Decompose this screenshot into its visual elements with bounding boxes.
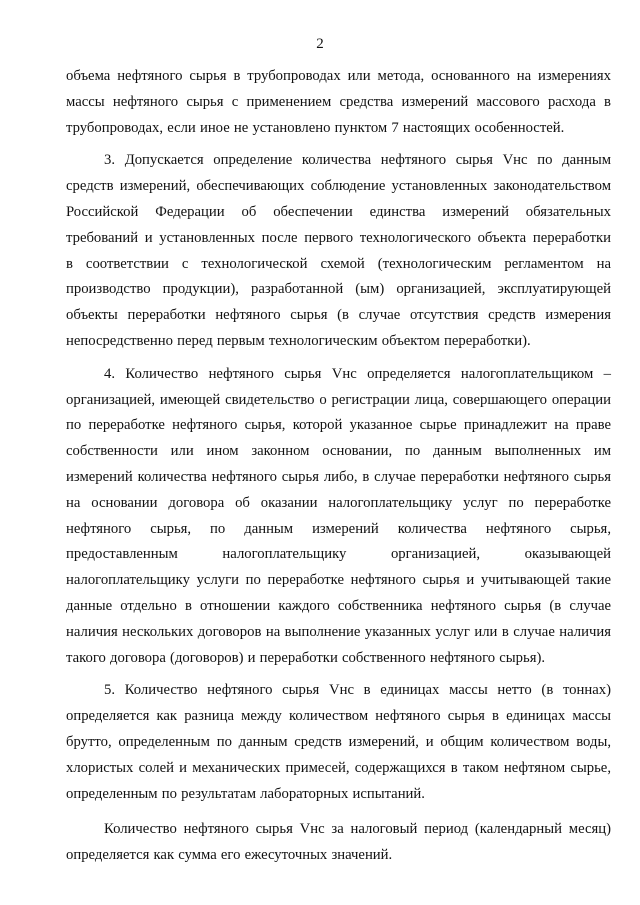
text-line: определенным по результатам лабораторных испытаний. xyxy=(66,785,425,802)
text-line: данные отдельно в отношении каждого собственника нефтяного сырья (в случае xyxy=(66,597,611,614)
paragraph-5 xyxy=(66,678,611,807)
text-line: производство продукции), разработанной (ым) организацией, эксплуатирующей xyxy=(66,281,611,298)
text-line: 3. Допускается определение количества нефтяного сырья Vнс по данным xyxy=(104,152,611,169)
paragraph-1 xyxy=(66,64,611,141)
text-line: 4. Количество нефтяного сырья Vнс определяется налогоплательщиком – xyxy=(104,365,611,382)
text-line: объема нефтяного сырья в трубопроводах или метода, основанного на измерениях xyxy=(66,68,611,84)
text-line: на основании договора об оказании налогоплательщику услуг по переработке xyxy=(66,494,611,511)
paragraph-4 xyxy=(66,362,611,672)
text-line: массы нефтяного сырья с применением средства измерений массового расхода в xyxy=(66,93,611,110)
text-line: Количество нефтяного сырья Vнс за налоговый период (календарный месяц) xyxy=(104,821,611,838)
text-line: определяется как сумма его ежесуточных значений. xyxy=(66,847,393,864)
text-line: брутто, определенным по данным средств измерений, и общим количеством воды, xyxy=(66,733,611,750)
text-line: такого договора (договоров) и переработки собственного нефтяного сырья). xyxy=(66,649,546,666)
paragraph-6 xyxy=(66,817,611,869)
text-line: определяется как разница между количеством нефтяного сырья в единицах массы xyxy=(66,708,611,725)
text-line: предоставленным налогоплательщику организацией, оказывающей xyxy=(66,546,611,563)
text-line: Российской Федерации об обеспечении единства измерений обязательных xyxy=(66,203,611,220)
text-line: непосредственно перед первым технологическим объектом переработки). xyxy=(66,332,531,349)
text-line: 5. Количество нефтяного сырья Vнс в единицах массы нетто (в тоннах) xyxy=(104,682,611,699)
text-line: собственности или ином законном основании, по данным выполненных им xyxy=(66,443,611,460)
text-line: трубопроводах, если иное не установлено пунктом 7 настоящих особенностей. xyxy=(66,119,565,136)
text-line: нефтяного сырья, по данным измерений количества нефтяного сырья, xyxy=(66,520,611,537)
paragraph-3 xyxy=(66,148,611,354)
text-line: хлористых солей и механических примесей, содержащихся в таком нефтяном сырье, xyxy=(66,759,611,776)
text-line: налогоплательщику услуги по переработке нефтяного сырья и учитывающей такие xyxy=(66,572,611,589)
page-number: 2 xyxy=(316,36,324,52)
text-line: организацией, имеющей свидетельство о регистрации лица, совершающего операции xyxy=(66,391,611,408)
text-line: объекты переработки нефтяного сырья (в случае отсутствия средств измерения xyxy=(66,307,611,324)
text-line: измерений количества нефтяного сырья либо, в случае переработки нефтяного сырья xyxy=(66,468,611,485)
text-line: требований и установленных после первого технологического объекта переработки xyxy=(66,229,611,246)
text-line: средств измерений, обеспечивающих соблюдение установленных законодательством xyxy=(66,178,611,195)
text-line: по переработке нефтяного сырья, которой указанное сырье принадлежит на праве xyxy=(66,417,611,434)
text-line: в соответствии с технологической схемой (технологическим регламентом на xyxy=(66,255,611,272)
document-body xyxy=(66,64,611,869)
text-line: наличия нескольких договоров на выполнение указанных услуг или в случае наличия xyxy=(66,623,611,640)
